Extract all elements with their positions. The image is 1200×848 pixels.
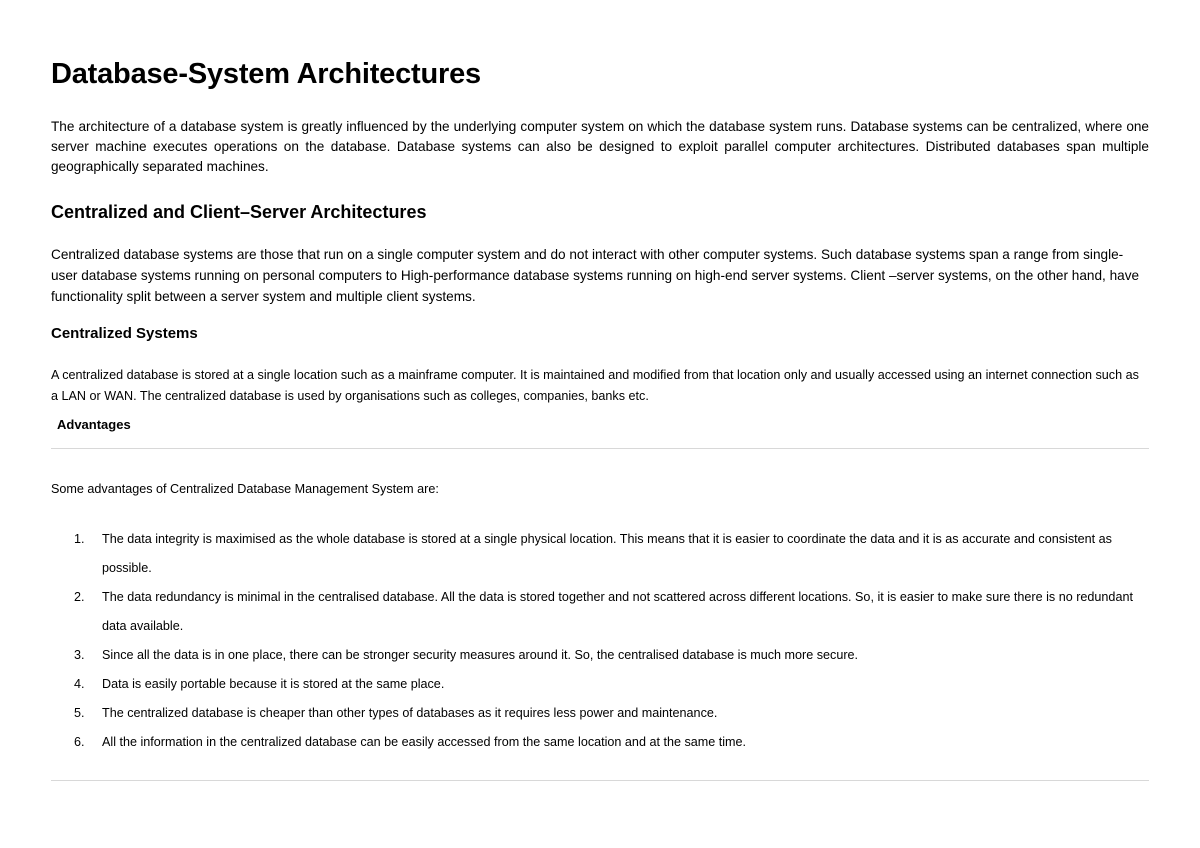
list-item xyxy=(51,699,1149,728)
section-heading-centralized: Centralized Systems xyxy=(51,325,198,342)
list-item-number: 5. xyxy=(74,706,85,720)
document-page xyxy=(51,0,1149,848)
list-item-text: All the information in the centralized database can be easily accessed from the same location and at the same time. xyxy=(102,735,747,749)
list-item xyxy=(51,670,1149,699)
page-title: Database-System Architectures xyxy=(51,58,481,90)
list-item-number: 3. xyxy=(74,648,85,662)
list-item-number: 4. xyxy=(74,677,85,691)
centralized-paragraph: A centralized database is stored at a single location such as a mainframe computer. It is maintained and modified from that location only and usually accessed using an internet connection such as a LAN or WAN. The centralized database is used by organisations such as colleges, companies, banks etc. xyxy=(51,368,1139,403)
list-item-text: Data is easily portable because it is stored at the same place. xyxy=(102,677,445,691)
list-item-number: 6. xyxy=(74,735,85,749)
section-heading-client-server: Centralized and Client–Server Architectures xyxy=(51,202,427,222)
list-item-text: The data integrity is maximised as the whole database is stored at a single physical location. This means that it is easier to coordinate the data and it is as accurate and consistent as possible. xyxy=(102,532,1112,575)
advantages-heading: Advantages xyxy=(57,417,131,432)
list-item-text: Since all the data is in one place, there can be stronger security measures around it. So, the centralised database is much more secure. xyxy=(102,648,859,662)
list-item xyxy=(51,525,1149,583)
advantages-list xyxy=(51,525,1149,757)
divider xyxy=(51,448,1149,449)
list-item xyxy=(51,728,1149,757)
client-server-paragraph: Centralized database systems are those that run on a single computer system and do not interact with other computer systems. Such database systems span a range from single-user database systems running on personal computers to High-performance database systems running on high-end server systems. Client –server systems, on the other hand, have functionality split between a server system and multiple client systems. xyxy=(51,247,1140,304)
list-item-number: 1. xyxy=(74,532,85,546)
list-item-text: The centralized database is cheaper than other types of databases as it requires less power and maintenance. xyxy=(102,706,718,720)
list-item xyxy=(51,583,1149,641)
advantages-intro: Some advantages of Centralized Database Management System are: xyxy=(51,482,439,496)
list-item-text: The data redundancy is minimal in the centralised database. All the data is stored together and not scattered across different locations. So, it is easier to make sure there is no redundant data available. xyxy=(102,590,1133,633)
list-item-number: 2. xyxy=(74,590,85,604)
divider xyxy=(51,780,1149,781)
list-item xyxy=(51,641,1149,670)
intro-paragraph: The architecture of a database system is greatly influenced by the underlying computer system on which the database system runs. Database systems can be centralized, where one server machine executes operations on the database. Database systems can also be designed to exploit parallel computer architectures. Distributed databases span multiple geographically separated machines. xyxy=(51,119,1149,174)
